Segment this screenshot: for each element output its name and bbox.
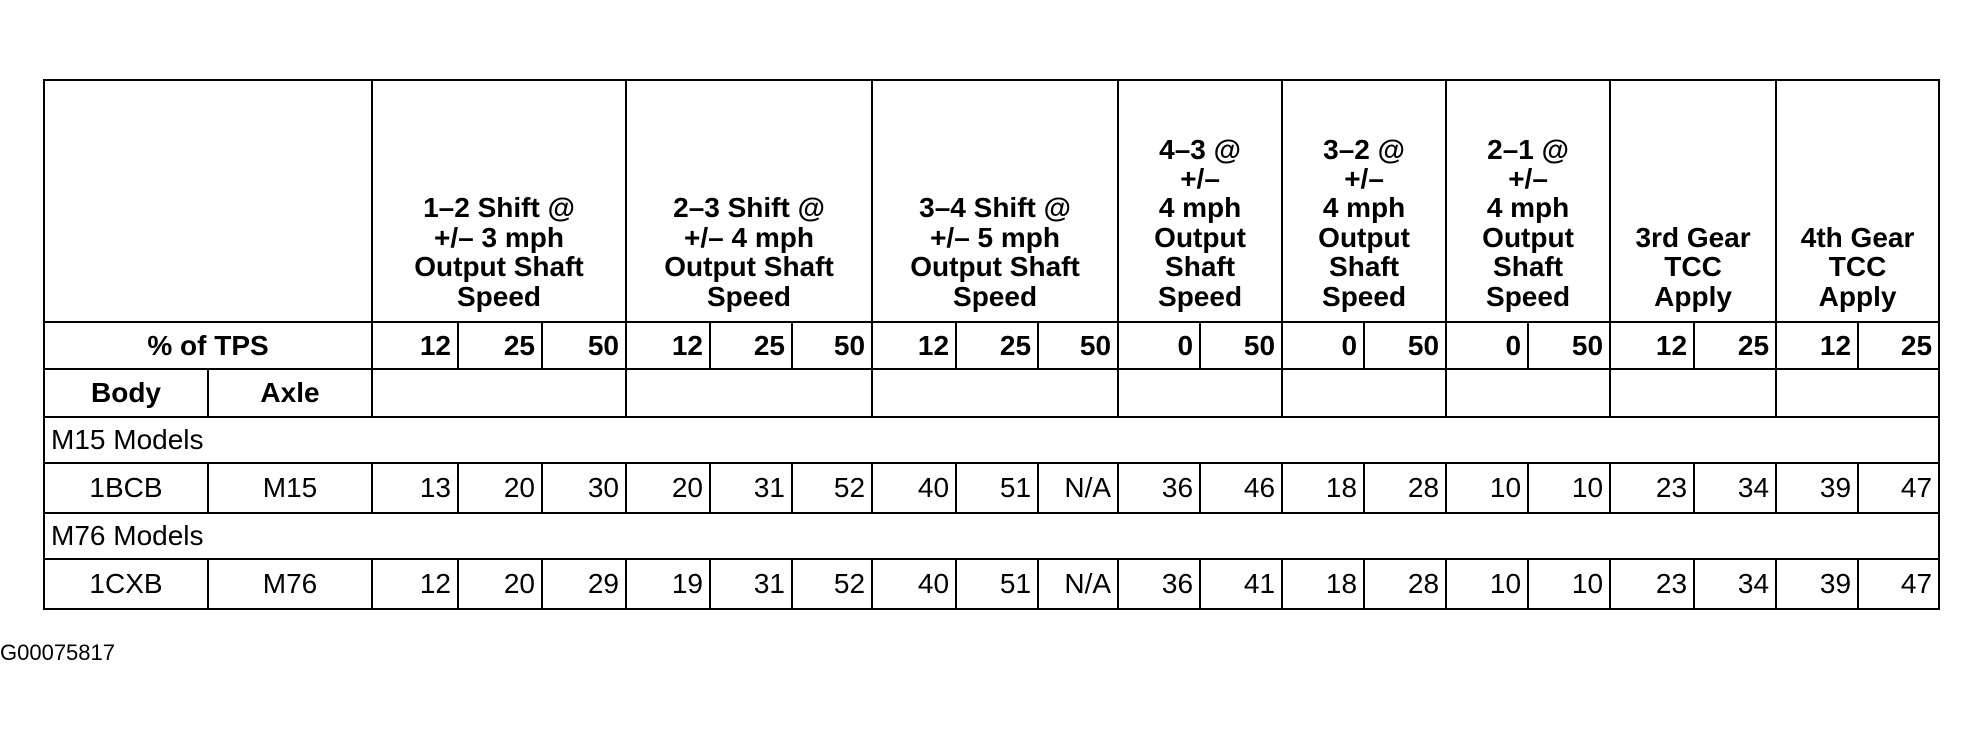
value-cell: 29	[542, 559, 626, 609]
section-row	[44, 513, 1939, 559]
header-line: +/–	[1180, 163, 1220, 195]
header-line: 4–3 @	[1159, 133, 1241, 165]
value-cell: 13	[372, 463, 458, 513]
header-line: Shaft	[1329, 251, 1400, 283]
value-cell: 36	[1118, 559, 1200, 609]
shift-speed-table	[43, 79, 1940, 610]
header-line: Output	[1318, 221, 1410, 253]
section-row	[44, 417, 1939, 463]
header-line: Apply	[1654, 280, 1732, 312]
value-cell: 39	[1776, 463, 1858, 513]
blank-cell	[1118, 369, 1282, 417]
header-line: +/–	[1344, 163, 1384, 195]
section-title: M15 Models	[44, 417, 1939, 463]
value-cell: 31	[710, 559, 792, 609]
tps-cell: 25	[710, 322, 792, 369]
header-4th-gear-tcc	[1776, 80, 1939, 322]
value-cell: 23	[1610, 559, 1694, 609]
value-cell: 31	[710, 463, 792, 513]
value-cell: 18	[1282, 559, 1364, 609]
header-line: 4 mph	[1322, 192, 1406, 224]
header-line: TCC	[1828, 251, 1887, 283]
tps-cell: 12	[1610, 322, 1694, 369]
value-cell: 20	[458, 463, 542, 513]
tps-cell: 50	[1528, 322, 1610, 369]
value-cell: 40	[872, 463, 956, 513]
value-cell: 41	[1200, 559, 1282, 609]
header-line: 4th Gear	[1800, 221, 1915, 253]
header-line: Speed	[707, 280, 792, 312]
value-cell: 36	[1118, 463, 1200, 513]
header-line: 4 mph	[1486, 192, 1570, 224]
value-cell: 19	[626, 559, 710, 609]
tps-cell: 0	[1118, 322, 1200, 369]
body-header: Body	[44, 369, 208, 417]
tps-cell: 12	[872, 322, 956, 369]
tps-cell: 12	[1776, 322, 1858, 369]
value-cell: N/A	[1038, 559, 1118, 609]
value-cell: 30	[542, 463, 626, 513]
header-shift-1-2	[372, 80, 626, 322]
header-shift-3-2	[1282, 80, 1446, 322]
value-cell: 39	[1776, 559, 1858, 609]
tps-cell: 50	[792, 322, 872, 369]
header-shift-3-4	[872, 80, 1118, 322]
tps-cell: 0	[1446, 322, 1528, 369]
header-line: 3rd Gear	[1635, 221, 1751, 253]
value-cell: 23	[1610, 463, 1694, 513]
header-line: Speed	[1158, 280, 1243, 312]
value-cell: N/A	[1038, 463, 1118, 513]
header-line: 4 mph	[1158, 192, 1242, 224]
blank-cell	[872, 369, 1118, 417]
header-line: 2–3 Shift @	[673, 192, 825, 224]
value-cell: 52	[792, 559, 872, 609]
header-shift-4-3	[1118, 80, 1282, 322]
header-line: Output Shaft	[910, 251, 1080, 283]
header-line: Output Shaft	[664, 251, 834, 283]
value-cell: 10	[1528, 463, 1610, 513]
tps-cell: 50	[1200, 322, 1282, 369]
header-line: Speed	[1486, 280, 1571, 312]
blank-cell	[1776, 369, 1939, 417]
value-cell: 40	[872, 559, 956, 609]
value-cell: 46	[1200, 463, 1282, 513]
tps-cell: 50	[1038, 322, 1118, 369]
blank-cell	[1446, 369, 1610, 417]
blank-cell	[1282, 369, 1446, 417]
value-cell: 28	[1364, 463, 1446, 513]
tps-cell: 25	[1858, 322, 1939, 369]
body-axle-row	[44, 369, 1939, 417]
header-line: Speed	[953, 280, 1038, 312]
blank-cell	[626, 369, 872, 417]
value-cell: 20	[458, 559, 542, 609]
value-cell: 34	[1694, 463, 1776, 513]
value-cell: 51	[956, 559, 1038, 609]
value-cell: 12	[372, 559, 458, 609]
header-row	[44, 80, 1939, 322]
tps-row	[44, 322, 1939, 369]
body-cell: 1BCB	[44, 463, 208, 513]
tps-label: % of TPS	[44, 322, 372, 369]
header-line: 2–1 @	[1487, 133, 1569, 165]
axle-cell: M15	[208, 463, 372, 513]
value-cell: 18	[1282, 463, 1364, 513]
value-cell: 51	[956, 463, 1038, 513]
header-line: Shaft	[1165, 251, 1236, 283]
tps-cell: 25	[458, 322, 542, 369]
header-line: Shaft	[1493, 251, 1564, 283]
header-line: Apply	[1818, 280, 1897, 312]
value-cell: 20	[626, 463, 710, 513]
header-line: +/–	[1508, 163, 1548, 195]
tps-cell: 0	[1282, 322, 1364, 369]
header-corner	[44, 80, 372, 322]
blank-cell	[1610, 369, 1776, 417]
header-line: +/– 4 mph	[684, 221, 814, 253]
section-title: M76 Models	[44, 513, 1939, 559]
tps-cell: 25	[1694, 322, 1776, 369]
header-line: Output	[1482, 221, 1574, 253]
header-line: +/– 5 mph	[930, 221, 1060, 253]
table-row	[44, 463, 1939, 513]
header-shift-2-3	[626, 80, 872, 322]
tps-cell: 12	[372, 322, 458, 369]
header-shift-2-1	[1446, 80, 1610, 322]
header-line: 3–4 Shift @	[919, 192, 1071, 224]
tps-cell: 50	[1364, 322, 1446, 369]
value-cell: 47	[1858, 559, 1939, 609]
header-line: Output Shaft	[414, 251, 584, 283]
value-cell: 47	[1858, 463, 1939, 513]
header-line: 1–2 Shift @	[423, 192, 575, 224]
axle-cell: M76	[208, 559, 372, 609]
body-cell: 1CXB	[44, 559, 208, 609]
blank-cell	[372, 369, 626, 417]
value-cell: 28	[1364, 559, 1446, 609]
figure-id: G00075817	[0, 640, 115, 665]
header-line: 3–2 @	[1323, 133, 1405, 165]
header-3rd-gear-tcc	[1610, 80, 1776, 322]
header-line: TCC	[1664, 251, 1722, 283]
header-line: +/– 3 mph	[434, 221, 564, 253]
tps-cell: 50	[542, 322, 626, 369]
value-cell: 10	[1528, 559, 1610, 609]
axle-header: Axle	[208, 369, 372, 417]
value-cell: 34	[1694, 559, 1776, 609]
table-row	[44, 559, 1939, 609]
value-cell: 52	[792, 463, 872, 513]
header-line: Output	[1154, 221, 1246, 253]
value-cell: 10	[1446, 559, 1528, 609]
header-line: Speed	[456, 280, 542, 312]
tps-cell: 12	[626, 322, 710, 369]
header-line: Speed	[1322, 280, 1407, 312]
tps-cell: 25	[956, 322, 1038, 369]
value-cell: 10	[1446, 463, 1528, 513]
